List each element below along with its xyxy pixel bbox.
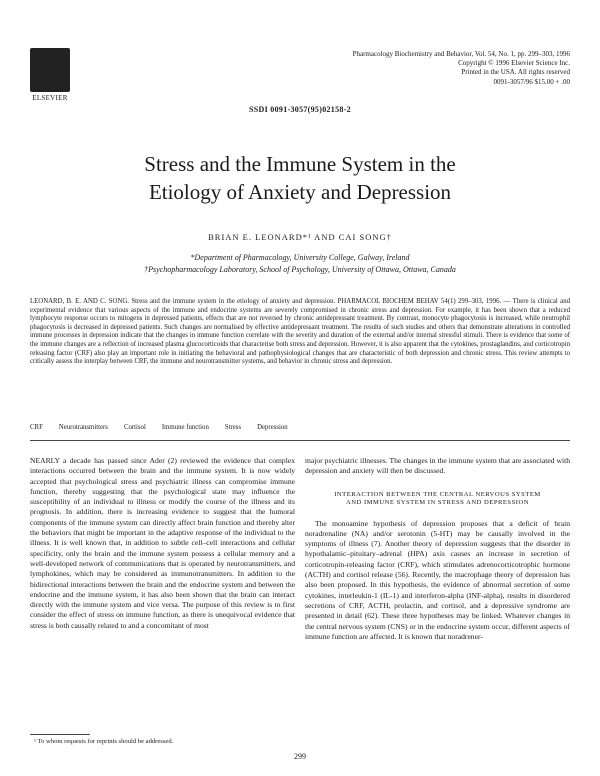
journal-line: Copyright © 1996 Elsevier Science Inc. xyxy=(458,59,570,68)
page-number: 299 xyxy=(294,752,306,761)
footnote: ¹ To whom requests for reprints should be addressed. xyxy=(34,738,174,745)
elsevier-logo xyxy=(30,48,70,104)
keyword: CRF xyxy=(30,424,43,431)
journal-line: Pharmacology Biochemistry and Behavior, Vol. 54, No. 1, pp. 299–303, 1996 xyxy=(352,50,570,58)
title-line: Etiology of Anxiety and Depression xyxy=(148,180,452,204)
abstract: LEONARD, B. E. AND C. SONG. Stress and the immune system in the etiology of anxiety and depression. PHARMACOL BIOCHEM BEHAV 54(1) 299–303, 1996. — There is clinical and experimental evidence that various aspects of the immune and endocrine systems are severely compromised in chronic stress and depression. For example, it has been shown that a reduced lymphocyte response occurs to mitogens in depressed patients, effects that are not reversed by chronic antidepressant treatment. By contrast, monocyte phagocytosis is increased, while neutrophil phagocytosis is decreased in depressed patients. Such changes are normalised by effective antidepressant treatment. The results of such studies and others that demonstrate alterations in controlled immune processes in depression indicate that the changes in immune function correlate with the severity and duration of the external and/or internal stressful stimuli. There is evidence that some of the immune changes are a reflection of increased plasma glucocorticoids that characterise both stress and depression. However, it is also apparent that the cytokines, prostaglandins, and corticotropin releasing factor (CRF) also play an important role in initiating the behavioral and pathophysiological changes that are characteristic of both depression and chronic stress. This review attempts to critically assess the interplay between CRF, the immune and neurotransmitter systems, and behavior in chronic stress and depression. xyxy=(30,298,570,366)
affiliation: *Department of Pharmacology, University College, Galway, Ireland xyxy=(190,253,410,262)
keyword: Cortisol xyxy=(123,424,146,431)
divider xyxy=(30,440,570,441)
section-heading-line: AND IMMUNE SYSTEM IN STRESS AND DEPRESSION xyxy=(346,498,529,506)
keyword: Stress xyxy=(224,424,242,431)
affiliation: †Psychopharmacology Laboratory, School of Psychology, University of Ottawa, Ottawa, Canada xyxy=(144,265,456,274)
keywords xyxy=(30,424,570,431)
keyword: Immune function xyxy=(161,424,209,431)
left-column xyxy=(30,456,295,631)
section-heading-line: INTERACTION BETWEEN THE CENTRAL NERVOUS SYSTEM xyxy=(334,490,541,498)
journal-line: Printed in the USA. All rights reserved xyxy=(461,68,570,77)
section-heading xyxy=(305,491,570,507)
body-paragraph: major psychiatric illnesses. The changes in the immune system that are associated with depression and anxiety will then be discussed. xyxy=(305,456,570,476)
footnote-divider xyxy=(30,734,90,735)
journal-line: 0091-3057/96 $15.00 + .00 xyxy=(493,77,570,86)
title-line: Stress and the Immune System in the xyxy=(144,152,456,176)
article-title xyxy=(40,150,560,206)
keyword: Depression xyxy=(257,424,288,431)
authors: BRIAN E. LEONARD*¹ AND CAI SONG† xyxy=(208,232,392,242)
journal-citation xyxy=(330,50,570,87)
ssdi-code: SSDI 0091-3057(95)02158-2 xyxy=(249,105,351,114)
keyword: Neurotransmitters xyxy=(58,424,108,431)
body-paragraph: NEARLY a decade has passed since Ader (2) reviewed the evidence that complex interactions occurred between the brain and the immune system. It is now widely accepted that psychological stress and psychiatric illness can compromise immune function, thereby suggesting that the psychological state may influence the susceptibility of an individual to illness or modify the course of the illness and its prognosis. In addition, there is increasing evidence to suggest that the humoral components of the immune system can directly affect brain function and thereby alter the behaviors that might be important in the adaptive response of the individual to the illness. It is well known that, in addition to subtle cell–cell interactions and cellular specificity, only the brain and the immune system possess a cellular memory and a well-developed network of communications that is operated by neurotransmitters, and lymphokines, which may be considered as immunotransmitters. In addition to the bidirectional interactions between the brain and the endocrine system and between the endocrine and the immune system, it has also been shown that the brain can interact directly with the immune system and vice versa. The purpose of this review is to first consider the effect of stress on immune function, as there is unequivocal evidence that stress is both causally related to and a concomitant of most xyxy=(30,456,295,630)
publisher-name: ELSEVIER xyxy=(32,94,68,102)
body-paragraph: The monoamine hypothesis of depression proposes that a deficit of brain noradrenaline (NA) and/or serotonin (5-HT) may be causally involved in the symptoms of illness (7). Another theory of depression suggests that the disorder in hypothalamic–pituitary–adrenal (HPA) axis causes an increase in secretion of corticotropin-releasing factor (CRF), which stimulates adrenocorticotrophic hormone (ACTH) and cortisol release (56). Recently, the macrophage theory of depression has also been proposed. In this hypothesis, the evidence of abnormal secretion of some cytokines, interleukin-1 (IL-1) and interferon-alpha (INF-alpha), results in disordered secretions of CRF, ACTH, prolactin, and cortisol, and a depressive syndrome are presented in detail (62). These three hypotheses may be linked. Whatever changes in the central nervous system (CNS) or in the endocrine system occur, different aspects of immune function are affected. It is known that noradrener- xyxy=(305,518,570,641)
tree-icon xyxy=(30,48,70,92)
right-column xyxy=(305,456,570,642)
